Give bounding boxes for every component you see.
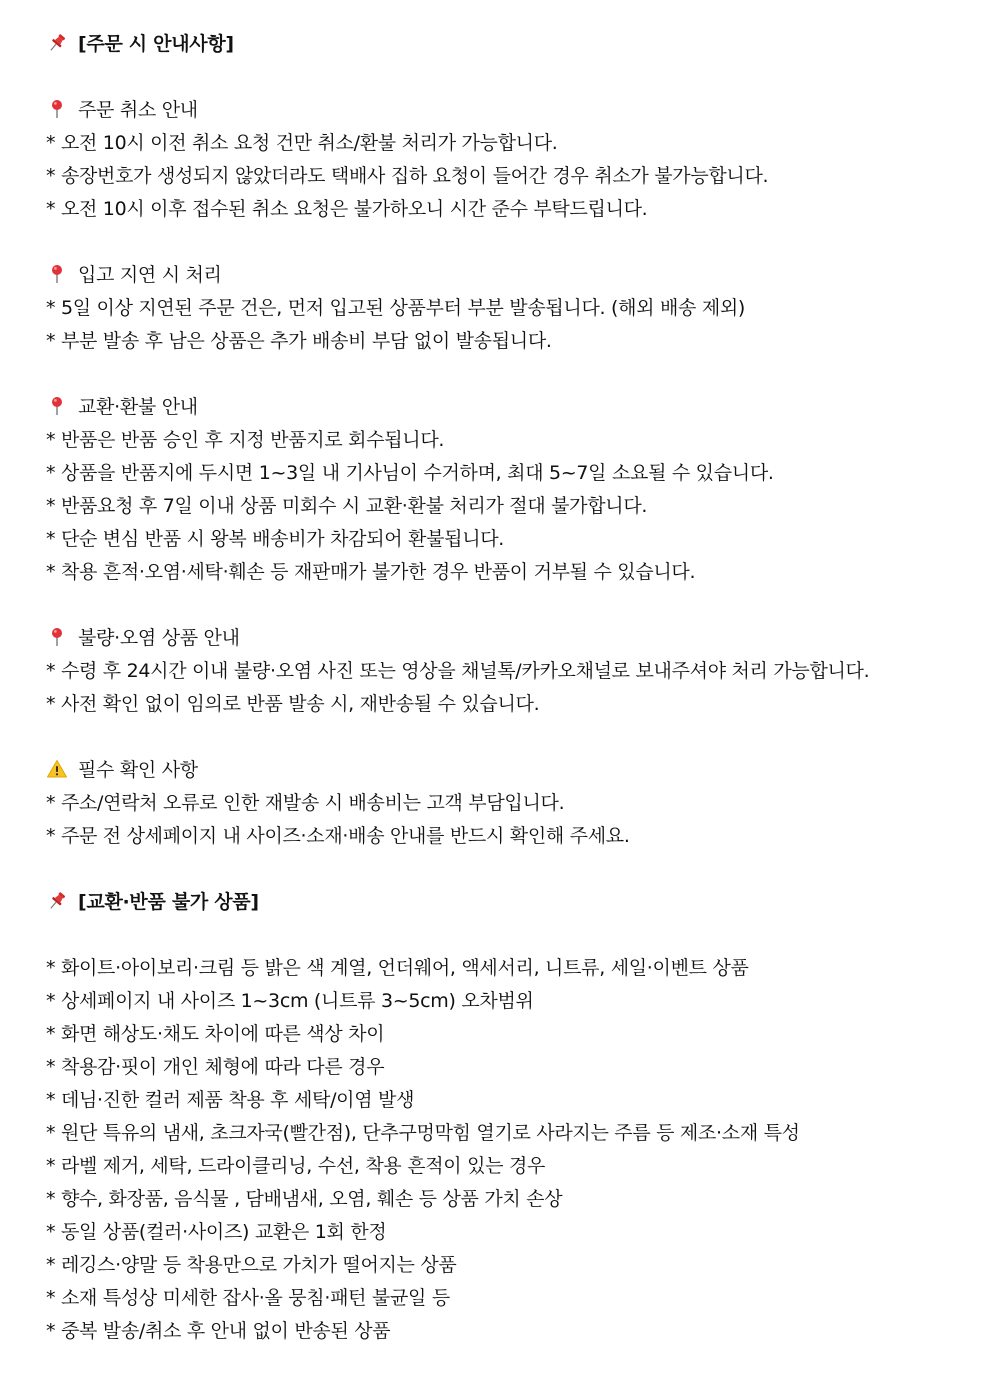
list-item: * 상세페이지 내 사이즈 1~3cm (니트류 3~5cm) 오차범위 — [46, 990, 534, 1012]
list-item: * 사전 확인 없이 임의로 반품 발송 시, 재반송될 수 있습니다. — [46, 693, 540, 715]
list-item: * 반품은 반품 승인 후 지정 반품지로 회수됩니다. — [46, 429, 445, 451]
group-heading-exchange-refund — [46, 391, 1000, 424]
list-item: * 부분 발송 후 남은 상품은 추가 배송비 부담 없이 발송됩니다. — [46, 330, 552, 352]
group-heading-order-cancel — [46, 94, 1000, 127]
list-item: * 데님·진한 컬러 제품 착용 후 세탁/이염 발생 — [46, 1089, 415, 1111]
list-item: * 송장번호가 생성되지 않았더라도 택배사 집하 요청이 들어간 경우 취소가 불가능합니다. — [46, 165, 769, 187]
list-item: * 반품요청 후 7일 이내 상품 미회수 시 교환·환불 처리가 절대 불가합니다. — [46, 495, 648, 517]
list-item: * 주문 전 상세페이지 내 사이즈·소재·배송 안내를 반드시 확인해 주세요. — [46, 825, 630, 847]
list-item: * 라벨 제거, 세탁, 드라이클리닝, 수선, 착용 흔적이 있는 경우 — [46, 1155, 546, 1177]
round-pushpin-icon — [46, 626, 68, 648]
list-item: * 착용 흔적·오염·세탁·훼손 등 재판매가 불가한 경우 반품이 거부될 수 있습니다. — [46, 561, 696, 583]
round-pushpin-icon — [46, 98, 68, 120]
warning-icon — [46, 758, 68, 780]
list-item: * 향수, 화장품, 음식물 , 담배냄새, 오염, 훼손 등 상품 가치 손상 — [46, 1188, 563, 1210]
section-title: [주문 시 안내사항] — [78, 33, 234, 55]
list-item: * 주소/연락처 오류로 인한 재발송 시 배송비는 고객 부담입니다. — [46, 792, 565, 814]
list-item: * 오전 10시 이전 취소 요청 건만 취소/환불 처리가 가능합니다. — [46, 132, 558, 154]
list-item: * 오전 10시 이후 접수된 취소 요청은 불가하오니 시간 준수 부탁드립니다. — [46, 198, 648, 220]
list-item: * 수령 후 24시간 이내 불량·오염 사진 또는 영상을 채널톡/카카오채널로 보내주셔야 처리 가능합니다. — [46, 660, 870, 682]
round-pushpin-icon — [46, 395, 68, 417]
group-title: 불량·오염 상품 안내 — [78, 627, 240, 649]
list-item: * 착용감·핏이 개인 체형에 따라 다른 경우 — [46, 1056, 385, 1078]
section-heading-order-notice — [46, 28, 1000, 61]
group-heading-stock-delay — [46, 259, 1000, 292]
group-title: 교환·환불 안내 — [78, 396, 198, 418]
list-item: * 소재 특성상 미세한 잡사·올 뭉침·패턴 불균일 등 — [46, 1287, 450, 1309]
round-pushpin-icon — [46, 263, 68, 285]
section-heading-non-returnable — [46, 886, 1000, 919]
list-item: * 상품을 반품지에 두시면 1~3일 내 기사님이 수거하며, 최대 5~7일 소요될 수 있습니다. — [46, 462, 774, 484]
list-item: * 동일 상품(컬러·사이즈) 교환은 1회 한정 — [46, 1221, 387, 1243]
group-heading-required-check — [46, 754, 1000, 787]
list-item: * 5일 이상 지연된 주문 건은, 먼저 입고된 상품부터 부분 발송됩니다. (해외 배송 제외) — [46, 297, 746, 319]
list-item: * 레깅스·양말 등 착용만으로 가치가 떨어지는 상품 — [46, 1254, 457, 1276]
group-heading-defect — [46, 622, 1000, 655]
group-title: 주문 취소 안내 — [78, 99, 198, 121]
list-item: * 원단 특유의 냄새, 초크자국(빨간점), 단추구멍막힘 열기로 사라지는 주름 등 제조·소재 특성 — [46, 1122, 800, 1144]
list-item: * 화면 해상도·채도 차이에 따른 색상 차이 — [46, 1023, 385, 1045]
group-title: 필수 확인 사항 — [78, 759, 198, 781]
section-title: [교환·반품 불가 상품] — [78, 891, 259, 913]
list-item: * 화이트·아이보리·크림 등 밝은 색 계열, 언더웨어, 액세서리, 니트류, 세일·이벤트 상품 — [46, 957, 749, 979]
pushpin-icon — [46, 890, 68, 912]
group-title: 입고 지연 시 처리 — [78, 264, 222, 286]
pushpin-icon — [46, 32, 68, 54]
list-item: * 중복 발송/취소 후 안내 없이 반송된 상품 — [46, 1320, 391, 1342]
list-item: * 단순 변심 반품 시 왕복 배송비가 차감되어 환불됩니다. — [46, 528, 505, 550]
